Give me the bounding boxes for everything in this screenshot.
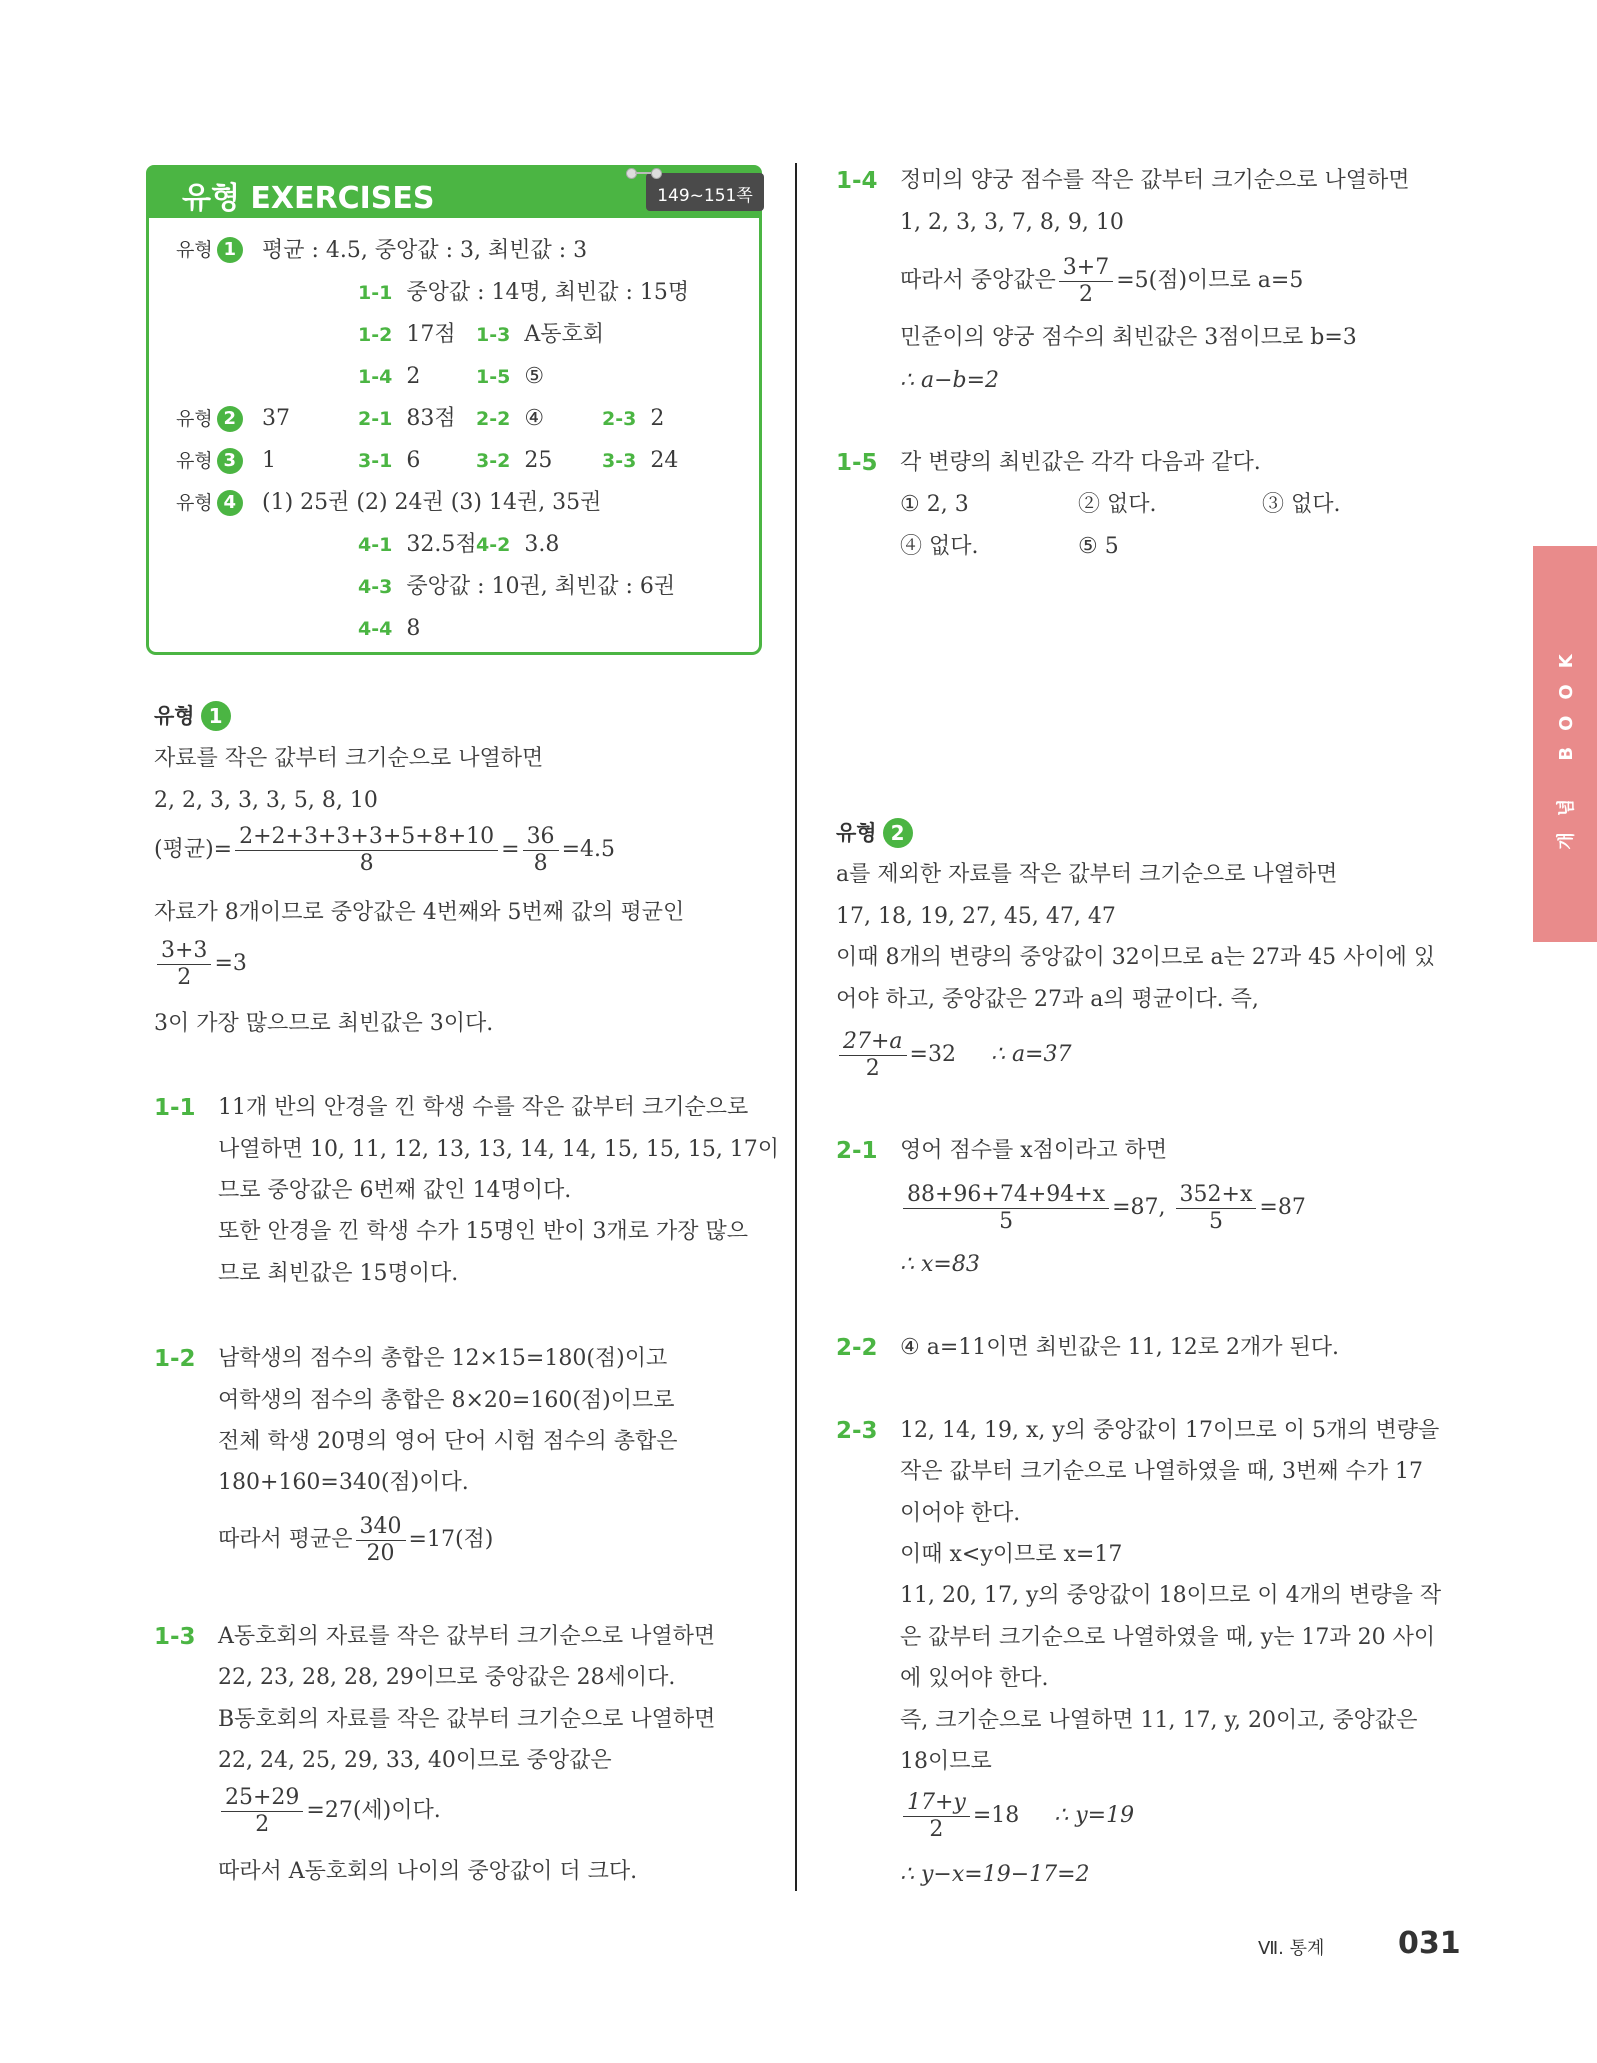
text-line: ∴ x=83 [900,1252,980,1277]
text-line: 2, 2, 3, 3, 3, 5, 8, 10 [154,788,378,813]
text-line: ∴ a−b=2 [900,368,1000,393]
text-line: 11개 반의 안경을 낀 학생 수를 작은 값부터 크기순으로 [218,1095,749,1120]
text-line: 자료가 8개이므로 중앙값은 4번째와 5번째 값의 평균인 [154,900,685,925]
text-line: 180+160=340(점)이다. [218,1470,469,1495]
english-score-formula: $\frac{88+96+74+94+x}{5}$ =87, $\frac{352+x}{5}$ =87 [900,1180,1306,1236]
answer-type4: (1) 25권 (2) 24권 (3) 14권, 35권 [262,490,602,515]
text-line: 또한 안경을 낀 학생 수가 15명인 반이 3개로 가장 많으 [218,1219,748,1244]
answer-4-2: 4-2 3.8 [476,532,560,557]
type2-heading: 유형 2 [836,818,913,848]
exercises-title: 유형 EXERCISES [182,181,435,216]
type1-heading: 유형 1 [154,701,231,731]
option: ⑤ 5 [1078,534,1119,559]
problem-label: 1-5 [836,450,878,476]
answer-3-2: 3-2 25 [476,448,553,473]
text-line: 이때 x<y이므로 x=17 [900,1542,1123,1567]
chapter-label: Ⅶ. 통계 [1258,1938,1325,1959]
text-line: 이때 8개의 변량의 중앙값이 32이므로 a는 27과 45 사이에 있 [836,945,1436,970]
text-line: 즉, 크기순으로 나열하면 11, 17, y, 20이고, 중앙값은 [900,1708,1418,1733]
median-formula: $\frac{3+3}{2}$ =3 [154,936,247,992]
text-line: 각 변량의 최빈값은 각각 다음과 같다. [900,450,1261,475]
answer-3-3: 3-3 24 [602,448,679,473]
answer-type1: 평균 : 4.5, 중앙값 : 3, 최빈값 : 3 [262,238,588,263]
text-line: 1, 2, 3, 3, 7, 8, 9, 10 [900,210,1124,235]
answer-2-1: 2-1 83점 [358,406,456,431]
answer-row-type3: 유형 3 [176,446,243,476]
mean-formula: (평균)= $\frac{2+2+3+3+3+5+8+10}{8}$ = $\frac{36}{8}$ =4.5 [154,823,615,876]
answer-1-3: 1-3 A동호회 [476,322,604,347]
answer-row-type2: 유형 2 [176,404,243,434]
median-formula-1-4: 따라서 중앙값은 $\frac{3+7}{2}$ =5(점)이므로 a=5 [900,254,1304,307]
answer-1-4: 1-4 2 [358,364,421,389]
problem-label: 1-3 [154,1624,196,1650]
problem-label: 2-3 [836,1418,878,1444]
text-line: 22, 24, 25, 29, 33, 40이므로 중앙값은 [218,1748,612,1773]
answer-2-3: 2-3 2 [602,406,665,431]
answer-3-1: 3-1 6 [358,448,421,473]
page-range-badge [646,173,764,211]
text-line: 이어야 한다. [900,1501,1021,1526]
problem-label: 1-1 [154,1095,196,1121]
text-line: 여학생의 점수의 총합은 8×20=160(점)이므로 [218,1388,675,1413]
text-line: 정미의 양궁 점수를 작은 값부터 크기순으로 나열하면 [900,168,1410,193]
answer-1-2: 1-2 17점 [358,322,456,347]
answer-row-type1: 유형 1 [176,235,243,265]
text-line: 11, 20, 17, y의 중앙값이 18이므로 이 4개의 변량을 작 [900,1583,1442,1608]
text-line: ∴ y−x=19−17=2 [900,1862,1090,1887]
answer-4-1: 4-1 32.5점 [358,532,477,557]
text-line: 12, 14, 19, x, y의 중앙값이 17이므로 이 5개의 변량을 [900,1418,1440,1443]
text-line: 므로 최빈값은 15명이다. [218,1261,459,1286]
type2-formula: $\frac{27+a}{2}$ =32 ∴ a=37 [836,1027,1072,1083]
text-line: 은 값부터 크기순으로 나열하였을 때, y는 17과 20 사이 [900,1625,1436,1650]
text-line: 에 있어야 한다. [900,1666,1049,1691]
y-formula: $\frac{17+y}{2}$ =18 ∴ y=19 [900,1788,1134,1844]
option: ③ 없다. [1262,492,1341,517]
text-line: ④ a=11이면 최빈값은 11, 12로 2개가 된다. [900,1335,1339,1360]
concept-book-tab-label: 개념 BOOK [1556,638,1577,850]
text-line: 17, 18, 19, 27, 45, 47, 47 [836,904,1116,929]
concept-book-tab[interactable] [1533,546,1597,942]
page-number: 031 [1398,1926,1461,1961]
answer-1-1: 1-1 중앙값 : 14명, 최빈값 : 15명 [358,280,690,305]
answer-4-3: 4-3 중앙값 : 10권, 최빈값 : 6권 [358,574,676,599]
problem-label: 2-1 [836,1138,878,1164]
answer-2-2: 2-2 ④ [476,406,545,431]
text-line: 18이므로 [900,1749,992,1774]
text-line: 22, 23, 28, 28, 29이므로 중앙값은 28세이다. [218,1665,676,1690]
text-line: 전체 학생 20명의 영어 단어 시험 점수의 총합은 [218,1429,678,1454]
answer-type2: 37 [262,406,290,431]
problem-label: 1-4 [836,168,878,194]
answer-type3: 1 [262,448,276,473]
text-line: 자료를 작은 값부터 크기순으로 나열하면 [154,746,544,771]
page-range-text: 149~151쪽 [657,186,753,206]
text-line: 어야 하고, 중앙값은 27과 a의 평균이다. 즉, [836,987,1259,1012]
text-line: 3이 가장 많으므로 최빈값은 3이다. [154,1011,494,1036]
column-divider [795,163,797,1891]
text-line: 나열하면 10, 11, 12, 13, 13, 14, 14, 15, 15, 15, 17이 [218,1137,780,1162]
option: ④ 없다. [900,534,979,559]
pin-icon [626,168,662,178]
answer-4-4: 4-4 8 [358,616,421,641]
text-line: B동호회의 자료를 작은 값부터 크기순으로 나열하면 [218,1707,716,1732]
text-line: a를 제외한 자료를 작은 값부터 크기순으로 나열하면 [836,862,1338,887]
text-line: 민준이의 양궁 점수의 최빈값은 3점이므로 b=3 [900,325,1357,350]
text-line: A동호회의 자료를 작은 값부터 크기순으로 나열하면 [218,1624,716,1649]
answer-row-type4: 유형 4 [176,488,243,518]
median-b-formula: $\frac{25+29}{2}$ =27(세)이다. [218,1783,441,1839]
text-line: 므로 중앙값은 6번째 값인 14명이다. [218,1178,572,1203]
problem-label: 1-2 [154,1346,196,1372]
option: ① 2, 3 [900,492,969,517]
average-formula: 따라서 평균은 $\frac{340}{20}$ =17(점) [218,1513,494,1566]
problem-label: 2-2 [836,1335,878,1361]
answer-1-5: 1-5 ⑤ [476,364,545,389]
text-line: 남학생의 점수의 총합은 12×15=180(점)이고 [218,1346,668,1371]
text-line: 영어 점수를 x점이라고 하면 [900,1138,1168,1163]
option: ② 없다. [1078,492,1157,517]
text-line: 따라서 A동호회의 나이의 중앙값이 더 크다. [218,1859,638,1884]
text-line: 작은 값부터 크기순으로 나열하였을 때, 3번째 수가 17 [900,1459,1423,1484]
